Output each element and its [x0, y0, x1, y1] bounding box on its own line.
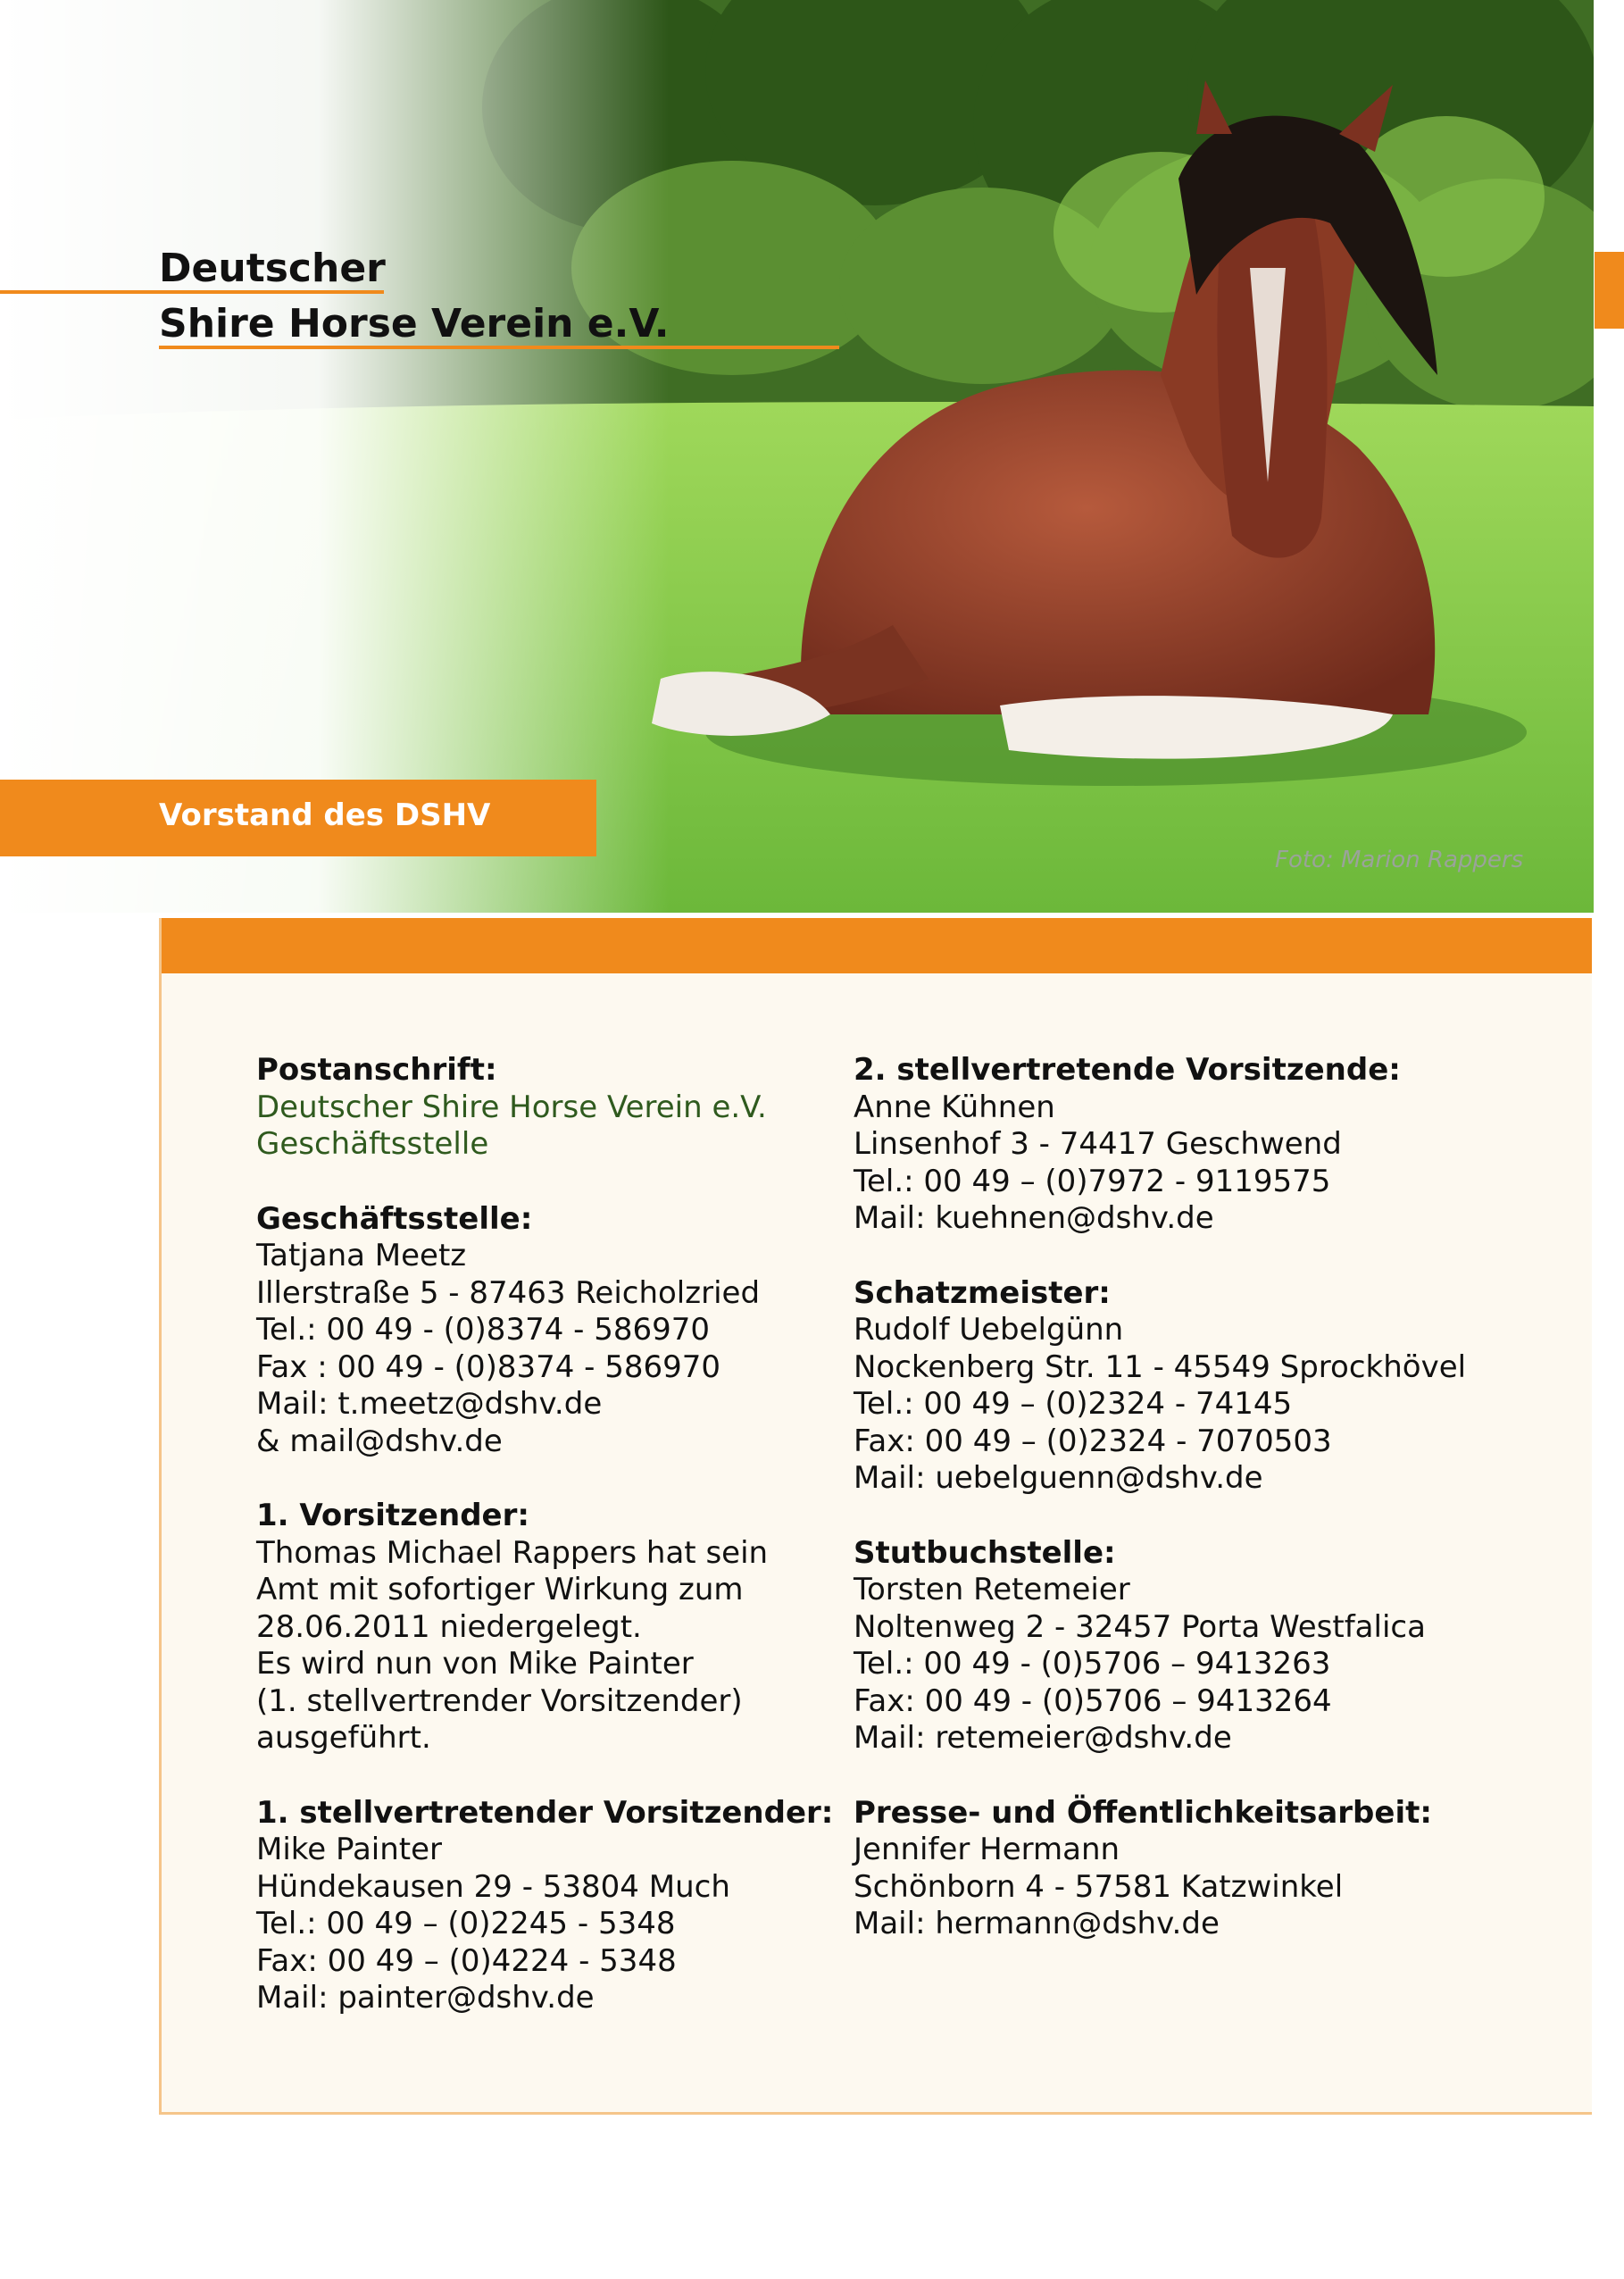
contact-section-schatzmeister: [854, 1275, 1586, 1498]
section-line: Illerstraße 5 - 87463 Reicholzried: [256, 1274, 761, 1311]
section-heading: 1. stellvertretender Vorsitzender:: [256, 1794, 834, 1831]
section-line: Jennifer Hermann: [854, 1832, 1120, 1867]
section-line: Tatjana Meetz: [256, 1238, 467, 1273]
contact-section-stellv-vorsitzender-1: [256, 1795, 845, 2017]
section-line: Rudolf Uebelgünn: [854, 1312, 1124, 1348]
section-line: Tel.: 00 49 – (0)7972 - 9119575: [854, 1163, 1331, 1199]
club-title-line-2: Shire Horse Verein e.V.: [159, 301, 670, 346]
horse-photo: [0, 0, 1594, 913]
section-line: Schönborn 4 - 57581 Katzwinkel: [854, 1868, 1344, 1905]
section-line: Amt mit sofortiger Wirkung zum: [256, 1572, 744, 1607]
section-line: (1. stellvertrender Vorsitzender): [256, 1682, 743, 1719]
section-bar: [0, 780, 596, 856]
section-line: Es wird nun von Mike Painter: [256, 1646, 694, 1682]
section-heading: Geschäftsstelle:: [256, 1200, 533, 1237]
section-line: ausgeführt.: [256, 1720, 431, 1756]
section-line: Mail: painter@dshv.de: [256, 1980, 595, 2016]
section-line: 28.06.2011 niedergelegt.: [256, 1608, 642, 1645]
page-edge-tab: [1595, 252, 1624, 329]
section-line: Mike Painter: [256, 1832, 443, 1867]
section-line: Torsten Retemeier: [854, 1572, 1130, 1607]
section-line: Fax: 00 49 – (0)4224 - 5348: [256, 1942, 677, 1979]
section-heading: Postanschrift:: [256, 1052, 497, 1088]
club-title: [159, 241, 669, 352]
section-line: Fax : 00 49 - (0)8374 - 586970: [256, 1348, 721, 1385]
section-bar-label: Vorstand des DSHV: [159, 797, 491, 833]
club-title-line-1: Deutscher: [159, 246, 386, 291]
section-line: Linsenhof 3 - 74417 Geschwend: [854, 1126, 1342, 1162]
section-line: Tel.: 00 49 – (0)2324 - 74145: [854, 1386, 1293, 1422]
section-line: & mail@dshv.de: [256, 1423, 503, 1459]
section-line: Tel.: 00 49 - (0)5706 – 9413263: [854, 1646, 1331, 1682]
contact-section-vorsitzender: [256, 1498, 845, 1757]
section-line: Mail: uebelguenn@dshv.de: [854, 1460, 1263, 1496]
section-line: Tel.: 00 49 – (0)2245 - 5348: [256, 1906, 676, 1941]
contact-section-geschaeftsstelle: [256, 1201, 845, 1461]
section-line: Thomas Michael Rappers hat sein: [256, 1534, 769, 1571]
section-line: Mail: retemeier@dshv.de: [854, 1720, 1232, 1756]
section-line: Fax: 00 49 - (0)5706 – 9413264: [854, 1682, 1332, 1719]
contact-section-stellv-vorsitzende-2: [854, 1052, 1586, 1238]
section-heading: 2. stellvertretende Vorsitzende:: [854, 1052, 1401, 1088]
contact-column-right: [854, 1052, 1586, 1981]
section-line: Geschäftsstelle: [256, 1126, 489, 1162]
contact-section-postanschrift: [256, 1052, 845, 1164]
section-line: Fax: 00 49 – (0)2324 - 7070503: [854, 1423, 1332, 1459]
section-heading: Presse- und Öffentlichkeitsarbeit:: [854, 1794, 1432, 1831]
section-line: Anne Kühnen: [854, 1089, 1055, 1125]
section-line: Hündekausen 29 - 53804 Much: [256, 1868, 730, 1905]
contact-column-left: [256, 1052, 845, 2055]
section-heading: Schatzmeister:: [854, 1274, 1111, 1311]
photo-credit: Foto: Marion Rappers: [1275, 847, 1524, 873]
section-line: Nockenberg Str. 11 - 45549 Sprockhövel: [854, 1348, 1467, 1385]
contact-section-presse: [854, 1795, 1586, 1943]
panel-top-bar: [162, 918, 1592, 973]
section-line: Mail: hermann@dshv.de: [854, 1906, 1220, 1941]
section-heading: 1. Vorsitzender:: [256, 1498, 529, 1533]
section-line: Tel.: 00 49 - (0)8374 - 586970: [256, 1312, 711, 1348]
section-line: Deutscher Shire Horse Verein e.V.: [256, 1089, 767, 1125]
section-line: Noltenweg 2 - 32457 Porta Westfalica: [854, 1608, 1426, 1645]
section-line: Mail: t.meetz@dshv.de: [256, 1386, 603, 1422]
section-heading: Stutbuchstelle:: [854, 1534, 1116, 1571]
section-line: Mail: kuehnen@dshv.de: [854, 1200, 1214, 1236]
contact-section-stutbuchstelle: [854, 1535, 1586, 1757]
